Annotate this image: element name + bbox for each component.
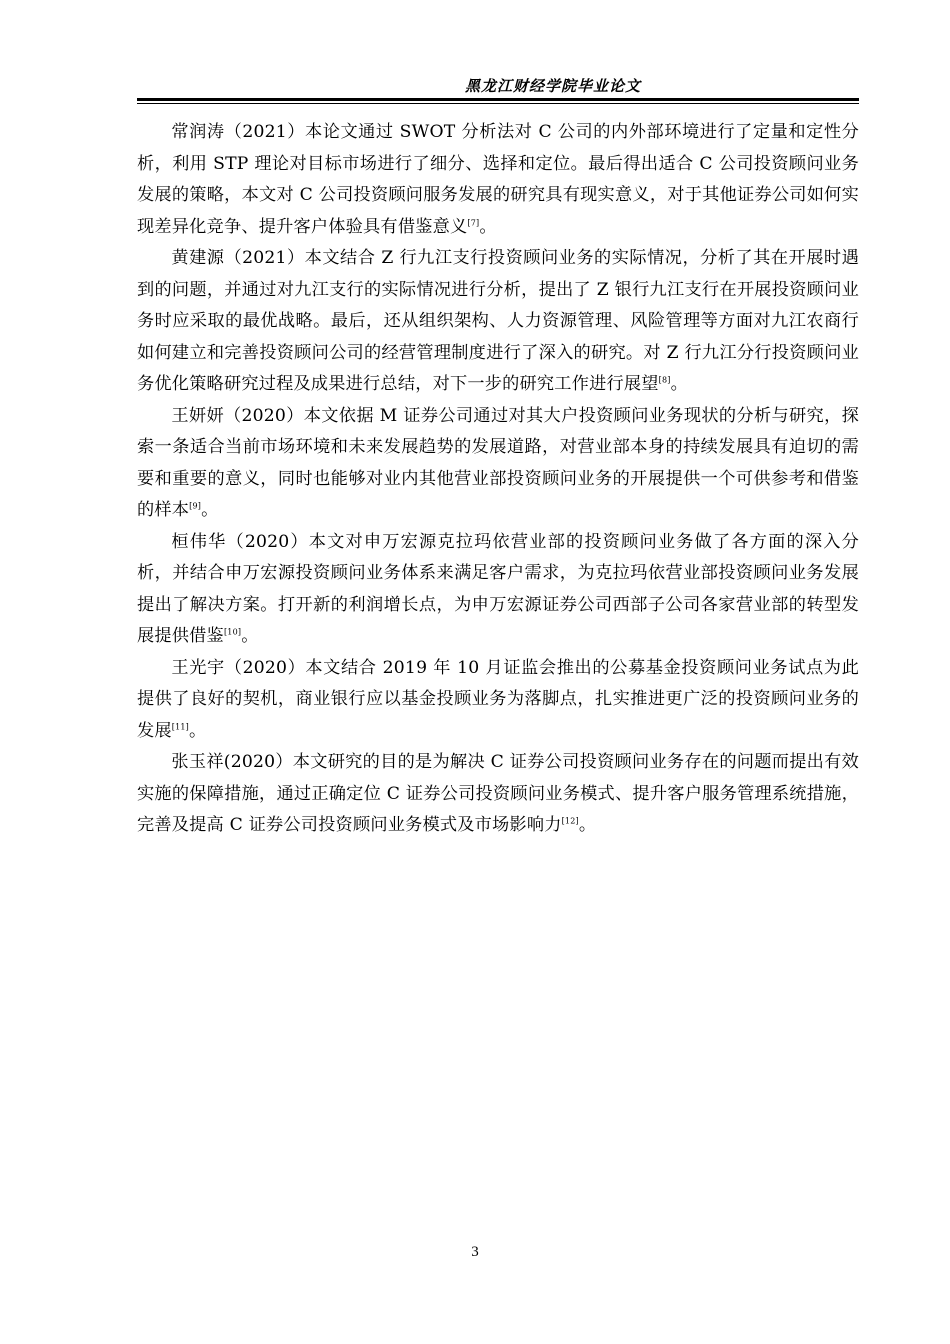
paragraph-end: 。 [241,626,259,646]
paragraph-text: 张玉祥(2020）本文研究的目的是为解决 C 证券公司投资顾问业务存在的问题而提出有效实施的保障措施，通过正确定位 C 证券公司投资顾问业务模式、提升客户服务管理系统措施，完善及提高 C 证券公司投资顾问业务模式及市场影响力 [137,752,859,835]
paragraph-end: 。 [189,720,207,741]
paragraph-end: 。 [578,815,597,835]
paragraph-chang-runtao [137,117,859,243]
paragraph-end: 。 [670,374,688,394]
citation-ref: [9] [189,501,202,511]
paragraph-end: 。 [201,500,219,520]
citation-ref: [10] [223,627,242,637]
header-rule-thin [137,103,859,104]
paragraph-text: 桓伟华（2020）本文对申万宏源克拉玛依营业部的投资顾问业务做了各方面的深入分析，并结合申万宏源投资顾问业务体系来满足客户需求，为克拉玛依营业部投资顾问业务发展提出了解决方案。打开新的利润增长点，为申万宏源证券公司西部子公司各家营业部的转型发展提供借鉴 [137,531,859,646]
paragraph-text: 王妍妍（2020）本文依据 M 证券公司通过对其大户投资顾问业务现状的分析与研究，探索一条适合当前市场环境和未来发展趋势的发展道路，对营业部本身的持续发展具有迫切的需要和重要的意义，同时也能够对业内其他营业部投资顾问业务的开展提供一个可供参考和借鉴的样本 [137,405,859,520]
paragraph-wang-yanyan [137,401,859,527]
paragraph-text: 黄建源（2021）本文结合 Z 行九江支行投资顾问业务的实际情况，分析了其在开展时遇到的问题，并通过对九江支行的实际情况进行分析，提出了 Z 银行九江支行在开展投资顾问业务时应采取的最优战略。最后，还从组织架构、人力资源管理、风险管理等方面对九江农商行如何建立和完善投资顾问公司的经营管理制度进行了深入的研究。对 Z 行九江分行投资顾问业务优化策略研究过程及成果进行总结，对下一步的研究工作进行展望 [137,248,859,394]
paragraph-huan-weihua [137,527,859,653]
header-title: 黑龙江财经学院毕业论文 [464,77,641,95]
paragraph-text: 王光宇（2020）本文结合 2019 年 10 月证监会推出的公募基金投资顾问业务试点为此提供了良好的契机，商业银行应以基金投顾业务为落脚点，扎实推进更广泛的投资顾问业务的发展 [137,657,859,741]
body-text [137,117,859,842]
paragraph-zhang-yuxiang [137,747,859,842]
citation-ref: [11] [171,721,190,731]
header-rule-thick [137,98,859,101]
citation-ref: [8] [658,375,671,385]
page-header [137,76,859,106]
page-number: 3 [471,1244,479,1260]
paragraph-wang-guangyu [137,653,859,748]
citation-ref: [12] [561,816,579,826]
paragraph-end: 。 [479,216,497,237]
citation-ref: [7] [467,217,480,227]
paragraph-huang-jianyuan [137,243,859,401]
paragraph-text: 常润涛（2021）本论文通过 SWOT 分析法对 C 公司的内外部环境进行了定量和定性分析，利用 STP 理论对目标市场进行了细分、选择和定位。最后得出适合 C 公司投资顾问业务发展的策略，本文对 C 公司投资顾问服务发展的研究具有现实意义，对于其他证券公司如何实现差异化竞争、提升客户体验具有借鉴意义 [137,122,859,237]
